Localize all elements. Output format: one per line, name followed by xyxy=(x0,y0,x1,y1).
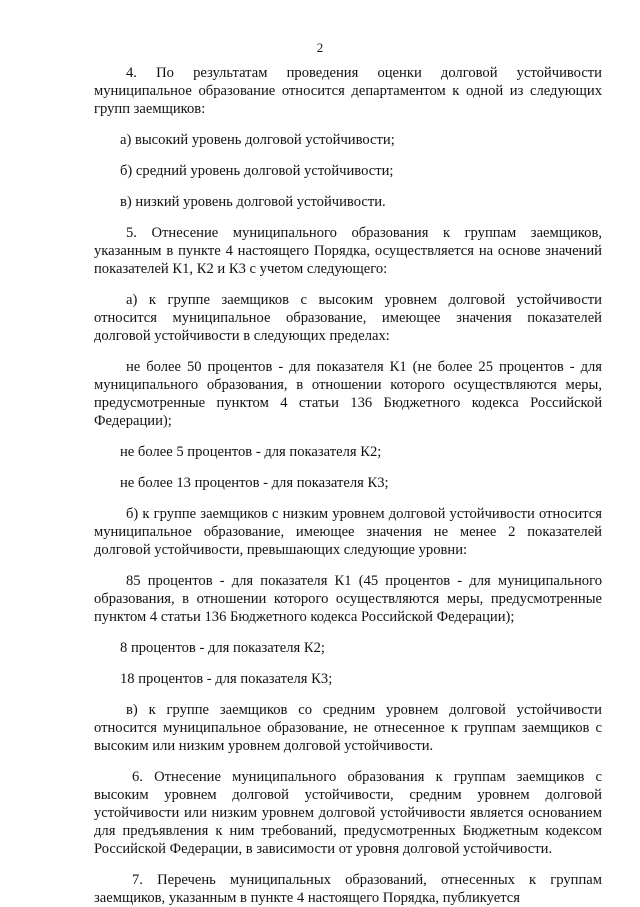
paragraph-4-intro: 4. По результатам проведения оценки долговой устойчивости муниципальное образование относится департаментом к одной из следующих групп заемщиков: xyxy=(94,65,602,117)
paragraph-5b: б) к группе заемщиков с низким уровнем долговой устойчивости относится муниципальное образование, имеющее значения не менее 2 показателей долговой устойчивости, превышающих следующие уровни: xyxy=(94,506,602,558)
list-item-a-high: а) высокий уровень долговой устойчивости; xyxy=(120,132,395,148)
paragraph-5-intro: 5. Отнесение муниципального образования к группам заемщиков, указанным в пункте 4 настоящего Порядка, осуществляется на основе значений показателей К1, К2 и К3 с учетом следующего: xyxy=(94,225,602,277)
limit-k3-low: 18 процентов - для показателя К3; xyxy=(120,671,333,687)
paragraph-7: 7. Перечень муниципальных образований, отнесенных к группам заемщиков, указанным в пункте 4 настоящего Порядка, публикуется xyxy=(94,872,602,906)
paragraph-5c: в) к группе заемщиков со средним уровнем долговой устойчивости относится муниципальное образование, не отнесенное к группам заемщиков с высоким или низким уровнем долговой устойчивости. xyxy=(94,702,602,754)
list-item-c-low: в) низкий уровень долговой устойчивости. xyxy=(120,194,386,210)
paragraph-5a: а) к группе заемщиков с высоким уровнем долговой устойчивости относится муниципальное образование, имеющее значения показателей долговой устойчивости в следующих пределах: xyxy=(94,292,602,344)
list-item-b-medium: б) средний уровень долговой устойчивости; xyxy=(120,163,394,179)
limit-k3-high: не более 13 процентов - для показателя К3; xyxy=(120,475,389,491)
document-body xyxy=(94,40,602,907)
limit-k2-low: 8 процентов - для показателя К2; xyxy=(120,640,325,656)
limit-k1-low: 85 процентов - для показателя К1 (45 процентов - для муниципального образования, в отношении которого осуществляются меры, предусмотренные пунктом 4 статьи 136 Бюджетного кодекса Российской Федерации); xyxy=(94,573,602,625)
page-number: 2 xyxy=(316,40,324,55)
limit-k2-high: не более 5 процентов - для показателя К2; xyxy=(120,444,382,460)
paragraph-6: 6. Отнесение муниципального образования к группам заемщиков с высоким уровнем долговой устойчивости, средним уровнем долговой устойчивости или низким уровнем долговой устойчивости является основанием для предъявления к ним требований, предусмотренных Бюджетным кодексом Российской Федерации, в зависимости от уровня долговой устойчивости. xyxy=(94,769,602,857)
limit-k1-high: не более 50 процентов - для показателя К1 (не более 25 процентов - для муниципального образования, в отношении которого осуществляются меры, предусмотренные пунктом 4 статьи 136 Бюджетного кодекса Российской Федерации); xyxy=(94,359,602,429)
